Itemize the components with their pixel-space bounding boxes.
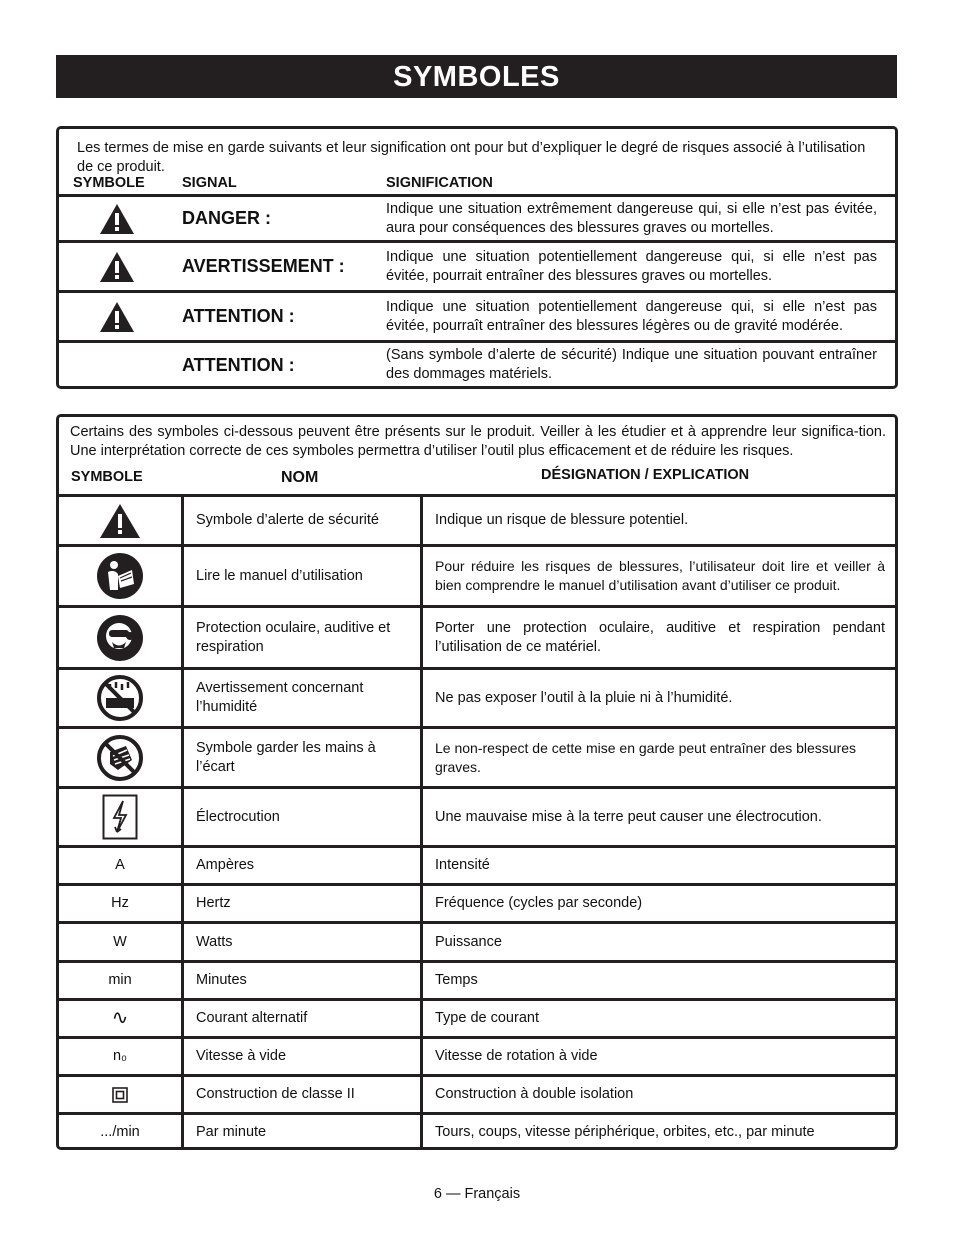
alert-triangle-icon [59, 293, 174, 340]
symbol-row [59, 1039, 895, 1074]
signal-meaning: Indique une situation potentiellement dangereuse qui, si elle n’est pas évitée, pourraît entraîner des blessures légères ou de gravité modérée. [386, 298, 877, 334]
no-load-speed-symbol: n₀ [112, 1048, 128, 1064]
signal-meaning: Indique une situation potentiellement dangereuse qui, si elle n’est pas évitée, pourrait entraîner des blessures graves ou mortelles. [386, 248, 877, 284]
alternating-current-icon: ∿ [111, 1007, 129, 1029]
symbol-row [59, 886, 895, 921]
symbol-explanation: Porter une protection oculaire, auditive et respiration pendant l’utilisation de ce matériel. [435, 619, 885, 655]
symbol-row [59, 670, 895, 726]
symbol-row [59, 608, 895, 667]
header-symbole: SYMBOLE [71, 469, 143, 485]
symbol-text: W [113, 933, 127, 950]
keep-hands-away-icon [59, 729, 181, 786]
eye-ear-breathing-protection-icon [59, 608, 181, 667]
symbol-explanation: Indique un risque de blessure potentiel. [435, 512, 689, 528]
symbol-explanation: Vitesse de rotation à vide [435, 1048, 598, 1064]
signal-row [59, 343, 895, 387]
header-designation: DÉSIGNATION / EXPLICATION [541, 467, 750, 483]
signal-meaning: Indique une situation extrêmement dangereuse qui, si elle n’est pas évitée, aura pour conséquences des blessures graves ou mortelles. [386, 200, 877, 236]
symbol-name: Courant alternatif [196, 1010, 308, 1026]
symbol-text: .../min [100, 1124, 140, 1140]
symbol-explanation: Construction à double isolation [435, 1086, 634, 1102]
signal-meaning: (Sans symbole d’alerte de sécurité) Indique une situation pouvant entraîner des dommages matériels. [386, 347, 877, 382]
symbol-row [59, 1001, 895, 1036]
symbol-row [59, 1077, 895, 1112]
symbol-row [59, 729, 895, 786]
page-footer: 6 — Français [433, 1186, 521, 1202]
symbol-explanation: Le non-respect de cette mise en garde peut entraîner des blessures graves. [435, 739, 857, 775]
signal-label: AVERTISSEMENT : [182, 256, 345, 276]
symbol-text: A [115, 857, 125, 873]
symbol-row [59, 547, 895, 605]
symbol-text: Hz [111, 895, 129, 911]
signal-row [59, 293, 895, 340]
symbol-name: Lire le manuel d’utilisation [196, 567, 363, 584]
symbol-explanation: Ne pas exposer l’outil à la pluie ni à l’humidité. [435, 689, 733, 706]
symbols-table-intro: Certains des symboles ci-dessous peuvent être présents sur le produit. Veiller à les étudier et à apprendre leur significa-tion. Une interprétation correcte de ces symboles permettra d’utiliser l’outil plus efficacement et de réduire les risques. [70, 424, 886, 459]
symbols-table [56, 414, 898, 1150]
symbol-row [59, 1115, 895, 1150]
signal-label: ATTENTION : [182, 306, 295, 326]
signal-label: DANGER : [182, 208, 271, 228]
symbol-explanation: Puissance [435, 933, 502, 950]
symbol-row [59, 963, 895, 998]
symbol-explanation: Type de courant [435, 1010, 539, 1026]
symbol-name: Symbole garder les mains à l’écart [196, 739, 376, 775]
symbol-name: Électrocution [196, 808, 280, 825]
symbol-name: Avertissement concernant l’humidité [196, 680, 364, 715]
signal-label: ATTENTION : [182, 354, 295, 375]
header-symbole: SYMBOLE [73, 175, 145, 191]
symbol-name: Protection oculaire, auditive et respiration [196, 619, 391, 655]
signal-row [59, 197, 895, 240]
symbol-row [59, 924, 895, 960]
symbol-row [59, 848, 895, 883]
symbol-name: Minutes [196, 972, 247, 988]
symbol-explanation: Une mauvaise mise à la terre peut causer une électrocution. [435, 808, 822, 825]
symbol-name: Hertz [196, 895, 231, 911]
symbol-row [59, 789, 895, 845]
header-nom: NOM [281, 469, 319, 486]
symbol-name: Vitesse à vide [196, 1048, 287, 1064]
symbol-explanation: Fréquence (cycles par seconde) [435, 895, 643, 911]
symbol-explanation: Temps [435, 972, 478, 988]
alert-triangle-icon [59, 197, 174, 240]
read-manual-icon [59, 547, 181, 605]
class-ii-icon [59, 1077, 181, 1112]
symbol-name: Watts [196, 933, 233, 950]
signal-words-table [56, 126, 898, 389]
electrocution-icon [59, 789, 181, 845]
symbol-name: Symbole d’alerte de sécurité [196, 512, 379, 528]
symbol-name: Construction de classe II [196, 1086, 355, 1102]
symbol-text: min [108, 972, 132, 988]
symbol-explanation: Tours, coups, vitesse périphérique, orbites, etc., par minute [435, 1124, 815, 1140]
symbol-name: Ampères [196, 857, 255, 873]
signal-row [59, 243, 895, 290]
symbol-explanation: Intensité [435, 857, 490, 873]
no-rain-icon [59, 670, 181, 726]
page-title: SYMBOLES [56, 55, 897, 98]
alert-triangle-icon [59, 497, 181, 544]
signal-table-intro: Les termes de mise en garde suivants et leur signification ont pour but d’expliquer le degré de risques associé à l’utilisation de ce produit. [77, 140, 866, 175]
header-signal: SIGNAL [182, 175, 237, 191]
symbol-row [59, 497, 895, 544]
header-signification: SIGNIFICATION [386, 175, 493, 191]
symbol-name: Par minute [196, 1124, 267, 1140]
symbol-explanation: Pour réduire les risques de blessures, l’utilisateur doit lire et veiller à bien comprendre le manuel d’utilisation avant d’utiliser ce produit. [435, 558, 885, 593]
alert-triangle-icon [59, 243, 174, 290]
